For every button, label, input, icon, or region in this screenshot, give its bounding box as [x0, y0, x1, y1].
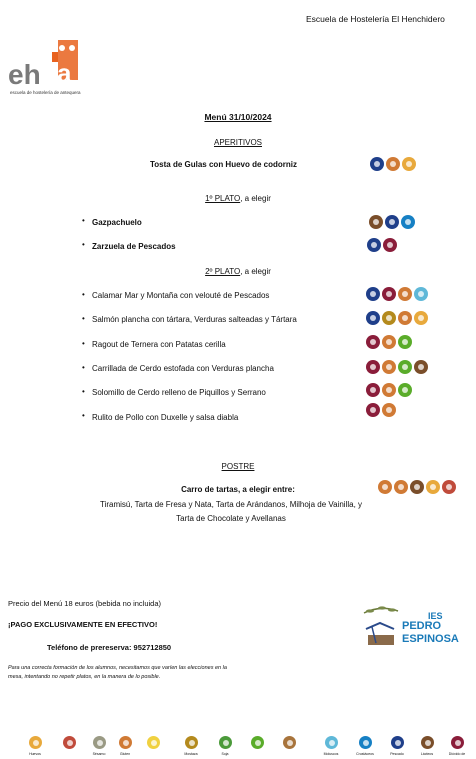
segundo-item-allergens	[366, 403, 396, 417]
cereal-icon	[398, 287, 412, 301]
bullet: •	[82, 411, 85, 420]
primero-item-allergens	[367, 238, 397, 252]
cereal-icon	[382, 335, 396, 349]
segundo-item-allergens	[366, 335, 412, 349]
fish-icon	[366, 311, 380, 325]
school-logo	[8, 34, 100, 98]
cereal-icon	[394, 480, 408, 494]
legend-item	[144, 736, 162, 754]
legend-label: Sésamo	[92, 752, 106, 756]
legend-label: Mostaza	[184, 752, 198, 756]
legend-item	[280, 736, 298, 754]
peanut-icon	[283, 736, 296, 749]
egg-icon	[29, 736, 42, 749]
postre-description: Tiramisú, Tarta de Fresa y Nata, Tarta de Arándanos, Milhoja de Vainilla, y Tarta de Chocolate y Avellanas	[99, 500, 363, 523]
sulphite-icon	[366, 383, 380, 397]
segundo-item-allergens	[366, 311, 428, 325]
egg-icon	[426, 480, 440, 494]
legend-item	[448, 736, 466, 754]
legend-item	[388, 736, 406, 754]
legend-item	[216, 736, 234, 754]
legend-label: Moluscos	[323, 752, 339, 756]
celery-icon	[398, 335, 412, 349]
dairy-icon	[421, 736, 434, 749]
celery-icon	[398, 360, 412, 374]
reservation-phone: Teléfono de prereserva: 952712850	[47, 643, 172, 652]
dairy-icon	[369, 215, 383, 229]
nuts-icon	[63, 736, 76, 749]
olive-branch-icon	[360, 603, 402, 651]
bullet: •	[82, 290, 85, 299]
legend-item	[26, 736, 44, 754]
bullet: •	[82, 363, 85, 372]
primero-item: Gazpachuelo	[92, 218, 142, 227]
cereal-icon	[119, 736, 132, 749]
soy-icon	[219, 736, 232, 749]
sulphite-icon	[451, 736, 464, 749]
sulphite-icon	[366, 360, 380, 374]
segundo-item-allergens	[366, 360, 428, 374]
egg-icon	[414, 311, 428, 325]
postre-heading: POSTRE	[221, 462, 255, 471]
segundo-item: Rulito de Pollo con Duxelle y salsa diabla	[92, 413, 239, 422]
segundo-item: Salmón plancha con tártara, Verduras salteadas y Tártara	[92, 315, 297, 324]
legend-item	[182, 736, 200, 754]
legend-label: Pescado	[390, 752, 404, 756]
payment-note: ¡PAGO EXCLUSIVAMENTE EN EFECTIVO!	[8, 620, 158, 629]
logo-text: escuela de hostelería de antequera	[10, 90, 81, 95]
nuts-icon	[442, 480, 456, 494]
svg-text:eh: eh	[8, 59, 41, 90]
legend-label: Dióxido de	[448, 752, 466, 756]
bullet: •	[82, 216, 85, 225]
students-note: Para una correcta formación de los alumnos, necesitamos que varíen las elecciones en la mesa, intentando no repetir platos, en la manera de lo posible.	[8, 665, 227, 680]
legend-label: Lácteos	[420, 752, 434, 756]
primero-heading: 1º PLATO, a elegir	[205, 194, 271, 203]
bullet: •	[82, 240, 85, 249]
egg-icon	[402, 157, 416, 171]
legend-item	[322, 736, 340, 754]
postre-allergens	[378, 480, 456, 494]
celery-icon	[251, 736, 264, 749]
mustard-icon	[382, 311, 396, 325]
mollusc-icon	[414, 287, 428, 301]
cereal-icon	[378, 480, 392, 494]
cereal-icon	[382, 383, 396, 397]
segundo-item: Ragout de Ternera con Patatas cerilla	[92, 340, 226, 349]
sulphite-icon	[382, 287, 396, 301]
cereal-icon	[382, 360, 396, 374]
ies-line3: ESPINOSA	[402, 633, 459, 645]
legend-item	[248, 736, 266, 754]
legend-item	[356, 736, 374, 754]
legend-label: Crustáceos	[356, 752, 374, 756]
ies-line2: PEDRO	[402, 620, 442, 632]
legend-item	[418, 736, 436, 754]
celery-icon	[398, 383, 412, 397]
segundo-item: Solomillo de Cerdo relleno de Piquillos y Serrano	[92, 388, 266, 397]
cereal-icon	[382, 403, 396, 417]
fish-icon	[391, 736, 404, 749]
segundo-item: Calamar Mar y Montaña con velouté de Pescados	[92, 291, 270, 300]
mollusc-icon	[325, 736, 338, 749]
segundo-item: Carrillada de Cerdo estofada con Verduras plancha	[92, 364, 274, 373]
allergen-legend	[20, 736, 470, 759]
menu-price: Precio del Menú 18 euros (bebida no incluida)	[8, 599, 162, 608]
svg-text:a: a	[57, 58, 72, 88]
dairy-icon	[410, 480, 424, 494]
fish-icon	[367, 238, 381, 252]
segundo-heading: 2º PLATO, a elegir	[205, 267, 271, 276]
legend-label: Gluten	[119, 752, 131, 756]
sulphite-icon	[366, 335, 380, 349]
school-name: Escuela de Hostelería El Henchidero	[306, 14, 445, 24]
crustacean-icon	[401, 215, 415, 229]
sulphite-icon	[383, 238, 397, 252]
segundo-item-allergens	[366, 287, 428, 301]
fish-icon	[366, 287, 380, 301]
legend-item	[90, 736, 108, 754]
lupin-icon	[147, 736, 160, 749]
primero-item: Zarzuela de Pescados	[92, 242, 176, 251]
aperitivo-allergens	[370, 157, 416, 171]
legend-item	[60, 736, 78, 754]
segundo-item-allergens	[366, 383, 412, 397]
legend-label: Soja	[221, 752, 229, 756]
ies-logo	[360, 603, 470, 651]
postre-subtitle: Carro de tartas, a elegir entre:	[181, 485, 295, 494]
fish-icon	[370, 157, 384, 171]
ies-line1: IES	[428, 611, 443, 621]
aperitivos-heading: APERITIVOS	[213, 138, 262, 147]
fish-icon	[385, 215, 399, 229]
mustard-icon	[185, 736, 198, 749]
aperitivo-item: Tosta de Gulas con Huevo de codorniz	[150, 160, 297, 169]
bullet: •	[82, 339, 85, 348]
dairy-icon	[414, 360, 428, 374]
bullet: •	[82, 387, 85, 396]
primero-item-allergens	[369, 215, 415, 229]
legend-item	[116, 736, 134, 754]
legend-label: Huevos	[29, 752, 41, 756]
sulphite-icon	[366, 403, 380, 417]
sesame-icon	[93, 736, 106, 749]
cereal-icon	[386, 157, 400, 171]
crustacean-icon	[359, 736, 372, 749]
bullet: •	[82, 314, 85, 323]
cereal-icon	[398, 311, 412, 325]
menu-title: Menú 31/10/2024	[204, 112, 272, 122]
